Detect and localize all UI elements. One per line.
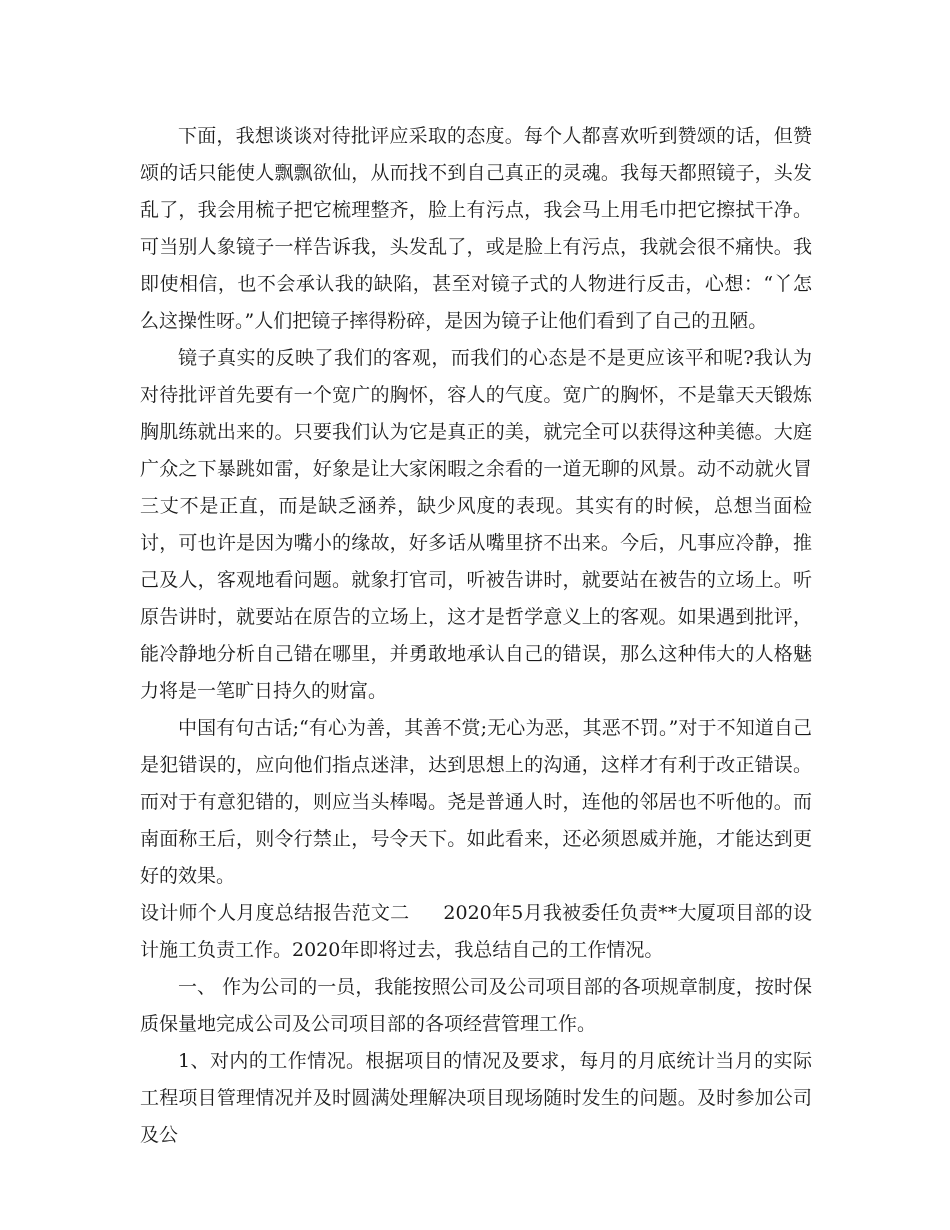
section-heading-line (140, 895, 812, 969)
paragraph-point-one-sub: 1、对内的工作情况。根据项目的情况及要求，每月的月底统计当月的实际工程项目管理情况并及时圆满处理解决项目现场随时发生的问题。及时参加公司及公 (140, 1050, 812, 1146)
section-title: 设计师个人月度总结报告范文二 (140, 902, 410, 924)
paragraph-old-saying: 中国有句古话;“有心为善，其善不赏;无心为恶，其恶不罚。”对于不知道自己是犯错误的，应向他们指点迷津，达到思想上的沟通，这样才有利于改正错误。而对于有意犯错的，则应当头棒喝。尧是普通人时，连他的邻居也不听他的。而南面称王后，则令行禁止，号令天下。如此看来，还必须恩威并施，才能达到更好的效果。 (140, 717, 812, 887)
document-body (140, 118, 812, 1154)
section-intro: 2020年5月我被委任负责**大厦项目部的设计施工负责工作。2020年即将过去，我总结自己的工作情况。 (140, 902, 812, 961)
paragraph-criticism-attitude: 下面，我想谈谈对待批评应采取的态度。每个人都喜欢听到赞颂的话，但赞颂的话只能使人飘飘欲仙，从而找不到自己真正的灵魂。我每天都照镜子，头发乱了，我会用梳子把它梳理整齐，脸上有污点，我会马上用毛巾把它擦拭干净。可当别人象镜子一样告诉我，头发乱了，或是脸上有污点，我就会很不痛快。我即使相信，也不会承认我的缺陷，甚至对镜子式的人物进行反击，心想：“丫怎么这操性呀。”人们把镜子摔得粉碎，是因为镜子让他们看到了自己的丑陋。 (140, 125, 812, 332)
paragraph-point-one: 一、 作为公司的一员，我能按照公司及公司项目部的各项规章制度，按时保质保量地完成公司及公司项目部的各项经营管理工作。 (140, 976, 812, 1035)
paragraph-mirror-reflection: 镜子真实的反映了我们的客观，而我们的心态是不是更应该平和呢?我认为对待批评首先要有一个宽广的胸怀，容人的气度。宽广的胸怀，不是靠天天锻炼胸肌练就出来的。只要我们认为它是真正的美，就完全可以获得这种美德。大庭广众之下暴跳如雷，好象是让大家闲暇之余看的一道无聊的风景。动不动就火冒三丈不是正直，而是缺乏涵养，缺少风度的表现。其实有的时候，总想当面检讨，可也许是因为嘴小的缘故，好多话从嘴里挤不出来。今后，凡事应冷静，推己及人，客观地看问题。就象打官司，听被告讲时，就要站在被告的立场上。听原告讲时，就要站在原告的立场上，这才是哲学意义上的客观。如果遇到批评，能冷静地分析自己错在哪里，并勇敢地承认自己的错误，那么这种伟大的人格魅力将是一笔旷日持久的财富。 (140, 347, 812, 702)
